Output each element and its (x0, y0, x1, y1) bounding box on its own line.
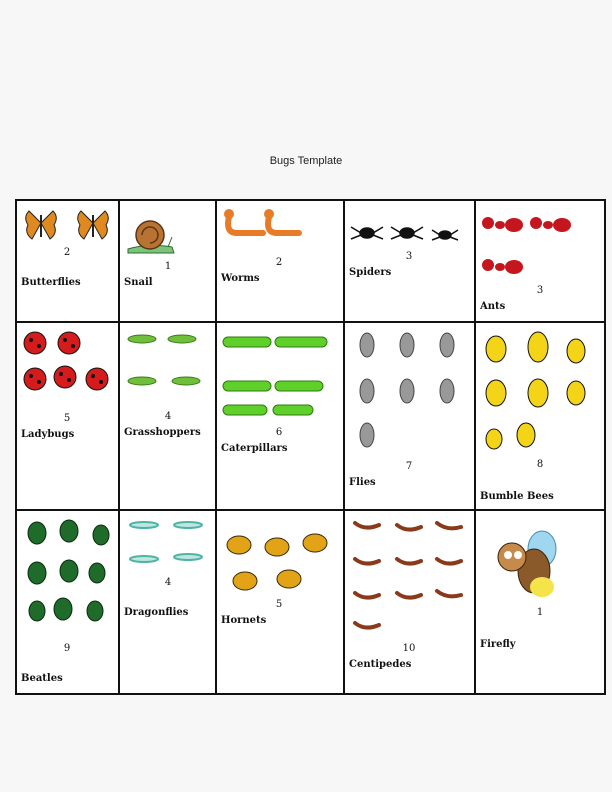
bug-cell (216, 510, 344, 694)
bug-name: Ants (480, 301, 506, 312)
table-row (16, 322, 605, 510)
butterfly-icon (17, 201, 118, 321)
beetle-icon (17, 511, 118, 693)
bug-count: 3 (536, 285, 544, 296)
bug-count: 6 (275, 427, 283, 438)
bug-cell (475, 322, 605, 510)
bug-name: Bumble Bees (480, 491, 554, 502)
bug-count: 5 (275, 599, 283, 610)
bug-count: 1 (536, 607, 544, 618)
bug-count: 10 (402, 643, 416, 654)
bug-name: Worms (221, 273, 260, 284)
bug-cell (119, 322, 216, 510)
bug-count: 4 (164, 577, 172, 588)
bug-cell (216, 200, 344, 322)
table-row (16, 200, 605, 322)
bug-name: Dragonflies (124, 607, 189, 618)
bug-count: 8 (536, 459, 544, 470)
bug-name: Grasshoppers (124, 427, 201, 438)
caterpillar-icon (217, 323, 343, 509)
bug-name: Butterflies (21, 277, 81, 288)
bug-count: 4 (164, 411, 172, 422)
page-title: Bugs Template (269, 155, 343, 167)
bug-cell (475, 200, 605, 322)
bug-cell (119, 510, 216, 694)
dragonfly-icon (120, 511, 215, 693)
bug-count: 5 (63, 413, 71, 424)
bug-name: Firefly (480, 639, 516, 650)
bug-name: Snail (124, 277, 153, 288)
bugs-table (15, 199, 606, 695)
bug-name: Beatles (21, 673, 63, 684)
bug-count: 2 (63, 247, 71, 258)
bug-name: Caterpillars (221, 443, 288, 454)
bug-cell (119, 200, 216, 322)
bug-name: Hornets (221, 615, 267, 626)
bug-cell (16, 322, 119, 510)
bug-cell (344, 200, 475, 322)
bug-count: 2 (275, 257, 283, 268)
bug-cell (475, 510, 605, 694)
bumble-bee-icon (476, 323, 604, 509)
bug-name: Centipedes (349, 659, 412, 670)
table-row (16, 510, 605, 694)
bug-count: 1 (164, 261, 172, 272)
bug-cell (16, 510, 119, 694)
bug-cell (344, 322, 475, 510)
firefly-icon (476, 511, 604, 693)
bug-cell (344, 510, 475, 694)
bug-cell (16, 200, 119, 322)
bug-count: 7 (405, 461, 413, 472)
bug-name: Ladybugs (21, 429, 75, 440)
bug-count: 9 (63, 643, 71, 654)
bug-name: Flies (349, 477, 376, 488)
bug-name: Spiders (349, 267, 392, 278)
bug-cell (216, 322, 344, 510)
bug-count: 3 (405, 251, 413, 262)
